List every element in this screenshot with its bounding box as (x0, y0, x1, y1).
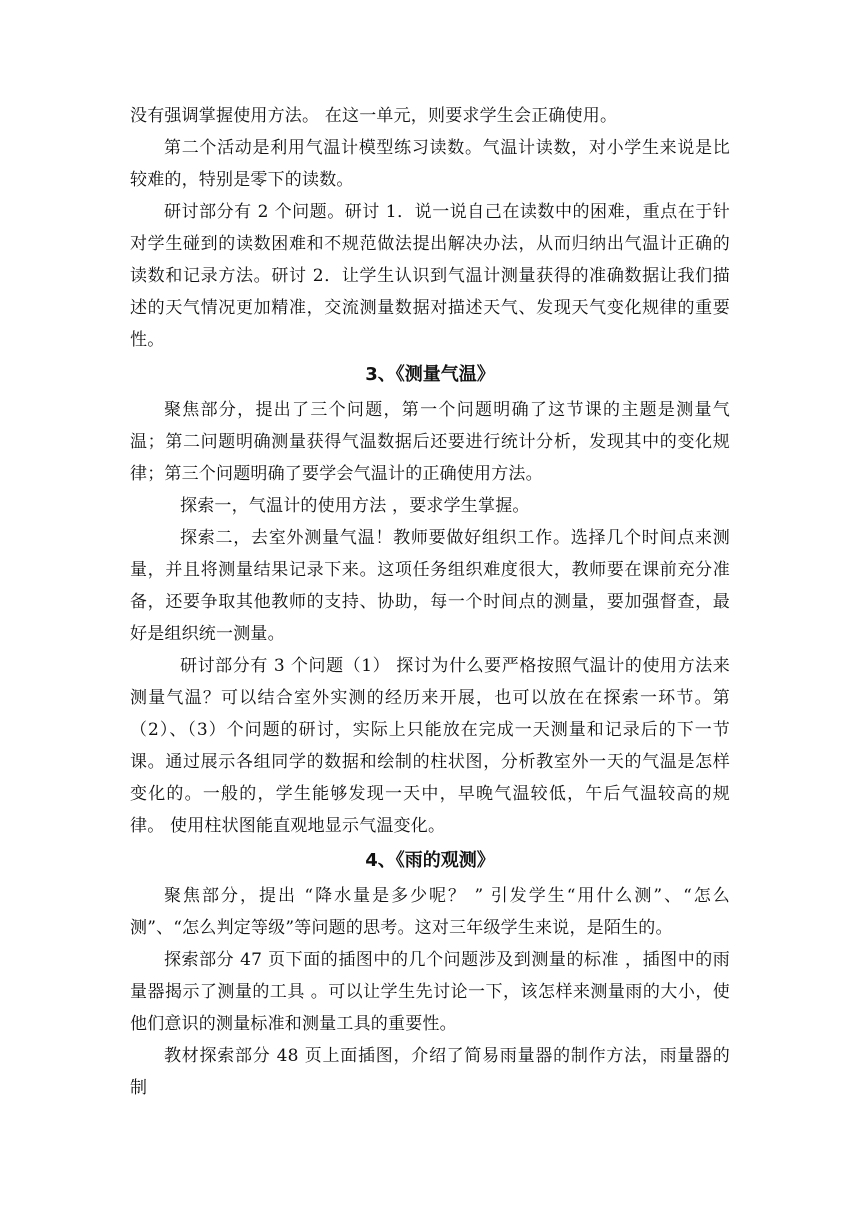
paragraph-rain-focus: 聚焦部分，提出 “降水量是多少呢？ ” 引发学生“用什么测”、“怎么测”、“怎么判定等级”等问题的思考。这对三年级学生来说，是陌生的。 (130, 886, 730, 938)
paragraph-rain-explore: 探索部分 47 页下面的插图中的几个问题涉及到测量的标准 ，插图中的雨量器揭示了测量的工具 。可以让学生先讨论一下，该怎样来测量雨的大小，使他们意识的测量标准和测量工具的重要性。 (130, 950, 730, 1034)
document-body (130, 100, 730, 1104)
section-heading-measure-temperature: 3、《测量气温》 (365, 364, 495, 385)
paragraph-activity-two: 第二个活动是利用气温计模型练习读数。气温计读数，对小学生来说是比较难的，特别是零下的读数。 (130, 138, 730, 190)
paragraph-continuation: 没有强调掌握使用方法。 在这一单元，则要求学生会正确使用。 (130, 106, 618, 126)
paragraph-discussion: 研讨部分有 2 个问题。研讨 1．说一说自己在读数中的困难，重点在于针对学生碰到的读数困难和不规范做法提出解决办法，从而归纳出气温计正确的读数和记录方法。研讨 2．让学生认识到气温计测量获得的准确数据让我们描述的天气情况更加精准，交流测量数据对描述天气、发现天气变化规律的重要性。 (130, 202, 730, 350)
paragraph-explore-one: 探索一，气温计的使用方法 ，要求学生掌握。 (180, 496, 530, 516)
paragraph-discussion-three: 研讨部分有 3 个问题（1） 探讨为什么要严格按照气温计的使用方法来测量气温？可以结合室外实测的经历来开展，也可以放在在探索一环节。第（2）、（3）个问题的研讨，实际上只能放在完成一天测量和记录后的下一节课。通过展示各组同学的数据和绘制的柱状图，分析教室外一天的气温是怎样变化的。一般的，学生能够发现一天中，早晚气温较低，午后气温较高的规律。 使用柱状图能直观地显示气温变化。 (130, 656, 730, 836)
section-heading-rain-observation: 4、《雨的观测》 (365, 850, 495, 871)
paragraph-focus: 聚焦部分，提出了三个问题，第一个问题明确了这节课的主题是测量气温；第二问题明确测量获得气温数据后还要进行统计分析，发现其中的变化规律；第三个问题明确了要学会气温计的正确使用方法。 (130, 400, 730, 484)
paragraph-explore-two: 探索二，去室外测量气温！教师要做好组织工作。选择几个时间点来测量，并且将测量结果记录下来。这项任务组织难度很大，教师要在课前充分准备，还要争取其他教师的支持、协助，每一个时间点的测量，要加强督查，最好是组织统一测量。 (130, 528, 730, 644)
paragraph-rain-gauge: 教材探索部分 48 页上面插图，介绍了简易雨量器的制作方法，雨量器的制 (130, 1046, 730, 1098)
